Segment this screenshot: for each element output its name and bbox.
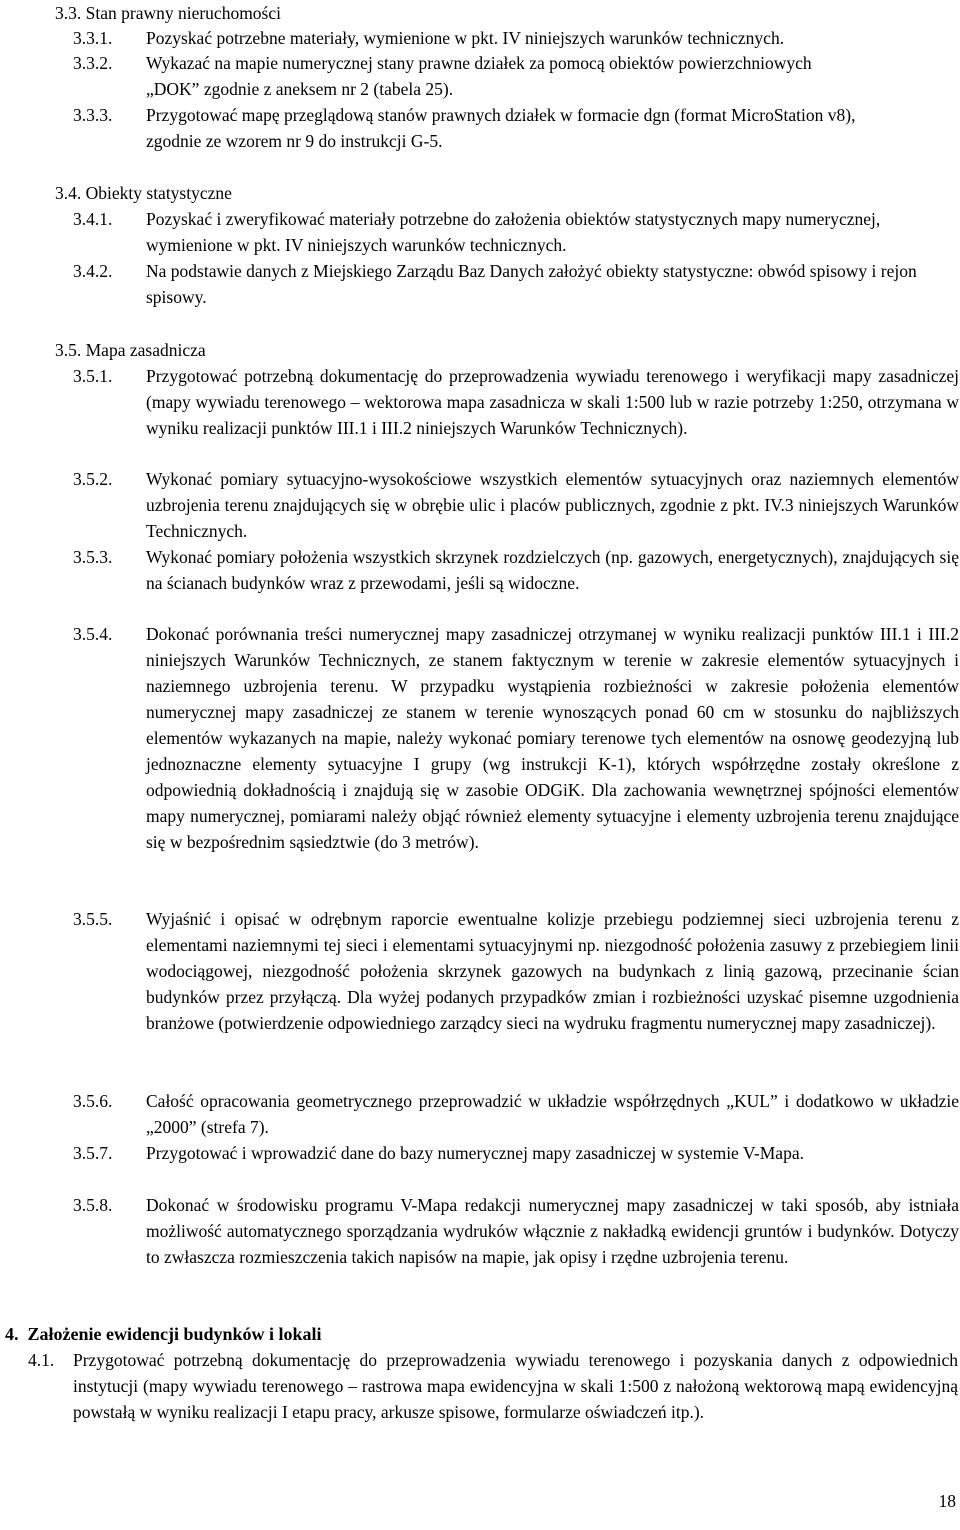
item-text: Całość opracowania geometrycznego przeprowadzić w układzie współrzędnych „KUL” i dodatkowo w układzie „2000” (strefa 7). — [146, 1091, 959, 1137]
item-number: 3.5.2. — [73, 469, 113, 489]
chapter-heading-4: 4. Założenie ewidencji budynków i lokali — [5, 1324, 322, 1344]
list-item-3-3-3 — [73, 102, 959, 154]
section-heading-3-5: 3.5. Mapa zasadnicza — [55, 340, 206, 360]
item-text: Wykazać na mapie numerycznej stany prawne działek za pomocą obiektów powierzchniowych „DOK” zgodnie z aneksem nr 2 (tabela 25). — [146, 53, 812, 99]
item-text: Przygotować mapę przeglądową stanów prawnych działek w formacie dgn (format MicroStation v8), zgodnie ze wzorem nr 9 do instrukcji G-5. — [146, 105, 856, 151]
item-number: 3.4.2. — [73, 261, 113, 281]
item-text: Na podstawie danych z Miejskiego Zarządu Baz Danych założyć obiekty statystyczne: obwód spisowy i rejon spisowy. — [146, 261, 917, 307]
item-text: Dokonać w środowisku programu V-Mapa redakcji numerycznej mapy zasadniczej w taki sposób, aby istniała możliwość automatycznego sporządzania wydruków włącznie z nakładką ewidencji gruntów i budynków. Dotyczy to zwłaszcza rozmieszczenia takich napisów na mapie, jak opisy i rzędne uzbrojenia terenu. — [146, 1195, 959, 1267]
item-text: Wykonać pomiary sytuacyjno-wysokościowe wszystkich elementów sytuacyjnych oraz naziemnych elementów uzbrojenia terenu znajdujących się w obrębie ulic i placów publicznych, zgodnie z pkt. IV.3 niniejszych Warunków Technicznych. — [146, 469, 959, 541]
list-item-3-5-5 — [73, 906, 959, 1036]
section-heading-3-3: 3.3. Stan prawny nieruchomości — [55, 3, 281, 23]
item-number: 3.3.2. — [73, 53, 113, 73]
item-number: 3.5.8. — [73, 1195, 113, 1215]
item-number: 3.5.6. — [73, 1091, 113, 1111]
item-text: Przygotować potrzebną dokumentację do przeprowadzenia wywiadu terenowego i pozyskania danych z odpowiednich instytucji (mapy wywiadu terenowego – rastrowa mapa ewidencyjna w skali 1:500 z nałożoną wektorową mapą ewidencyjną powstałą w wyniku realizacji I etapu pracy, arkusze spisowe, formularze oświadczeń itp.). — [73, 1350, 958, 1422]
list-item-3-5-3 — [73, 544, 959, 596]
list-item-3-3-1 — [73, 25, 959, 51]
item-number: 4.1. — [28, 1350, 55, 1370]
item-text: Wyjaśnić i opisać w odrębnym raporcie ewentualne kolizje przebiegu podziemnej sieci uzbrojenia terenu z elementami naziemnymi tej sieci i elementami sytuacyjnymi np. niezgodność położenia zasuwy z przebiegiem linii wodociągowej, niezgodność położenia skrzynek gazowych na budynkach z linią gazową, przecinanie ścian budynków przez przyłączą. Dla wyżej podanych przypadków zmian i rozbieżności uzyskać pisemne uzgodnienia branżowe (potwierdzenie odpowiedniego zarządcy sieci na wydruku fragmentu numerycznej mapy zasadniczej). — [146, 909, 959, 1033]
item-number: 3.3.3. — [73, 105, 113, 125]
list-item-3-5-4 — [73, 621, 959, 855]
list-item-3-5-2 — [73, 466, 959, 544]
item-text: Pozyskać potrzebne materiały, wymienione w pkt. IV niniejszych warunków technicznych. — [146, 28, 785, 48]
item-number: 3.3.1. — [73, 28, 113, 48]
page-number: 18 — [938, 1491, 956, 1511]
list-item-3-5-6 — [73, 1088, 959, 1140]
list-item-3-4-2 — [73, 258, 959, 310]
list-item-3-5-7 — [73, 1140, 959, 1166]
item-text: Przygotować i wprowadzić dane do bazy numerycznej mapy zasadniczej w systemie V-Mapa. — [146, 1143, 804, 1163]
list-item-3-3-2 — [73, 50, 959, 102]
item-number: 3.5.7. — [73, 1143, 113, 1163]
item-number: 3.5.4. — [73, 624, 113, 644]
item-text: Przygotować potrzebną dokumentację do przeprowadzenia wywiadu terenowego i weryfikacji mapy zasadniczej (mapy wywiadu terenowego – wektorowa mapa zasadnicza w skali 1:500 lub w razie potrzeby 1:250, otrzymana w wyniku realizacji punktów III.1 i III.2 niniejszych Warunków Technicznych). — [146, 366, 959, 438]
item-text: Wykonać pomiary położenia wszystkich skrzynek rozdzielczych (np. gazowych, energetycznych), znajdujących się na ścianach budynków wraz z przewodami, jeśli są widoczne. — [146, 547, 959, 593]
item-text: Dokonać porównania treści numerycznej mapy zasadniczej otrzymanej w wyniku realizacji punktów III.1 i III.2 niniejszych Warunków Technicznych, ze stanem faktycznym w terenie w zakresie elementów sytuacyjnych i naziemnego uzbrojenia terenu. W przypadku wystąpienia rozbieżności w zakresie położenia elementów numerycznej mapy zasadniczej ze stanem w terenie wynoszących ponad 60 cm w stosunku do najbliższych elementów wykazanych na mapie, należy wykonać pomiary terenowe tych elementów na osnowę geodezyjną lub jednoznaczne elementy sytuacyjne I grupy (wg instrukcji K-1), których współrzędne zostały określone z odpowiednią dokładnością i znajdują się w zasobie ODGiK. Dla zachowania wewnętrznej spójności elementów mapy numerycznej, pomiarami należy objąć również elementy sytuacyjne i elementy uzbrojenia terenu znajdujące się w bezpośrednim sąsiedztwie (do 3 metrów). — [146, 624, 959, 852]
section-heading-3-4: 3.4. Obiekty statystyczne — [55, 183, 232, 203]
list-item-4-1 — [28, 1347, 958, 1425]
item-number: 3.5.5. — [73, 909, 113, 929]
item-number: 3.5.3. — [73, 547, 113, 567]
list-item-3-4-1 — [73, 206, 959, 258]
item-number: 3.5.1. — [73, 366, 113, 386]
item-number: 3.4.1. — [73, 209, 113, 229]
item-text: Pozyskać i zweryfikować materiały potrzebne do założenia obiektów statystycznych mapy numerycznej, wymienione w pkt. IV niniejszych warunków technicznych. — [146, 209, 881, 255]
list-item-3-5-1 — [73, 363, 959, 441]
list-item-3-5-8 — [73, 1192, 959, 1270]
